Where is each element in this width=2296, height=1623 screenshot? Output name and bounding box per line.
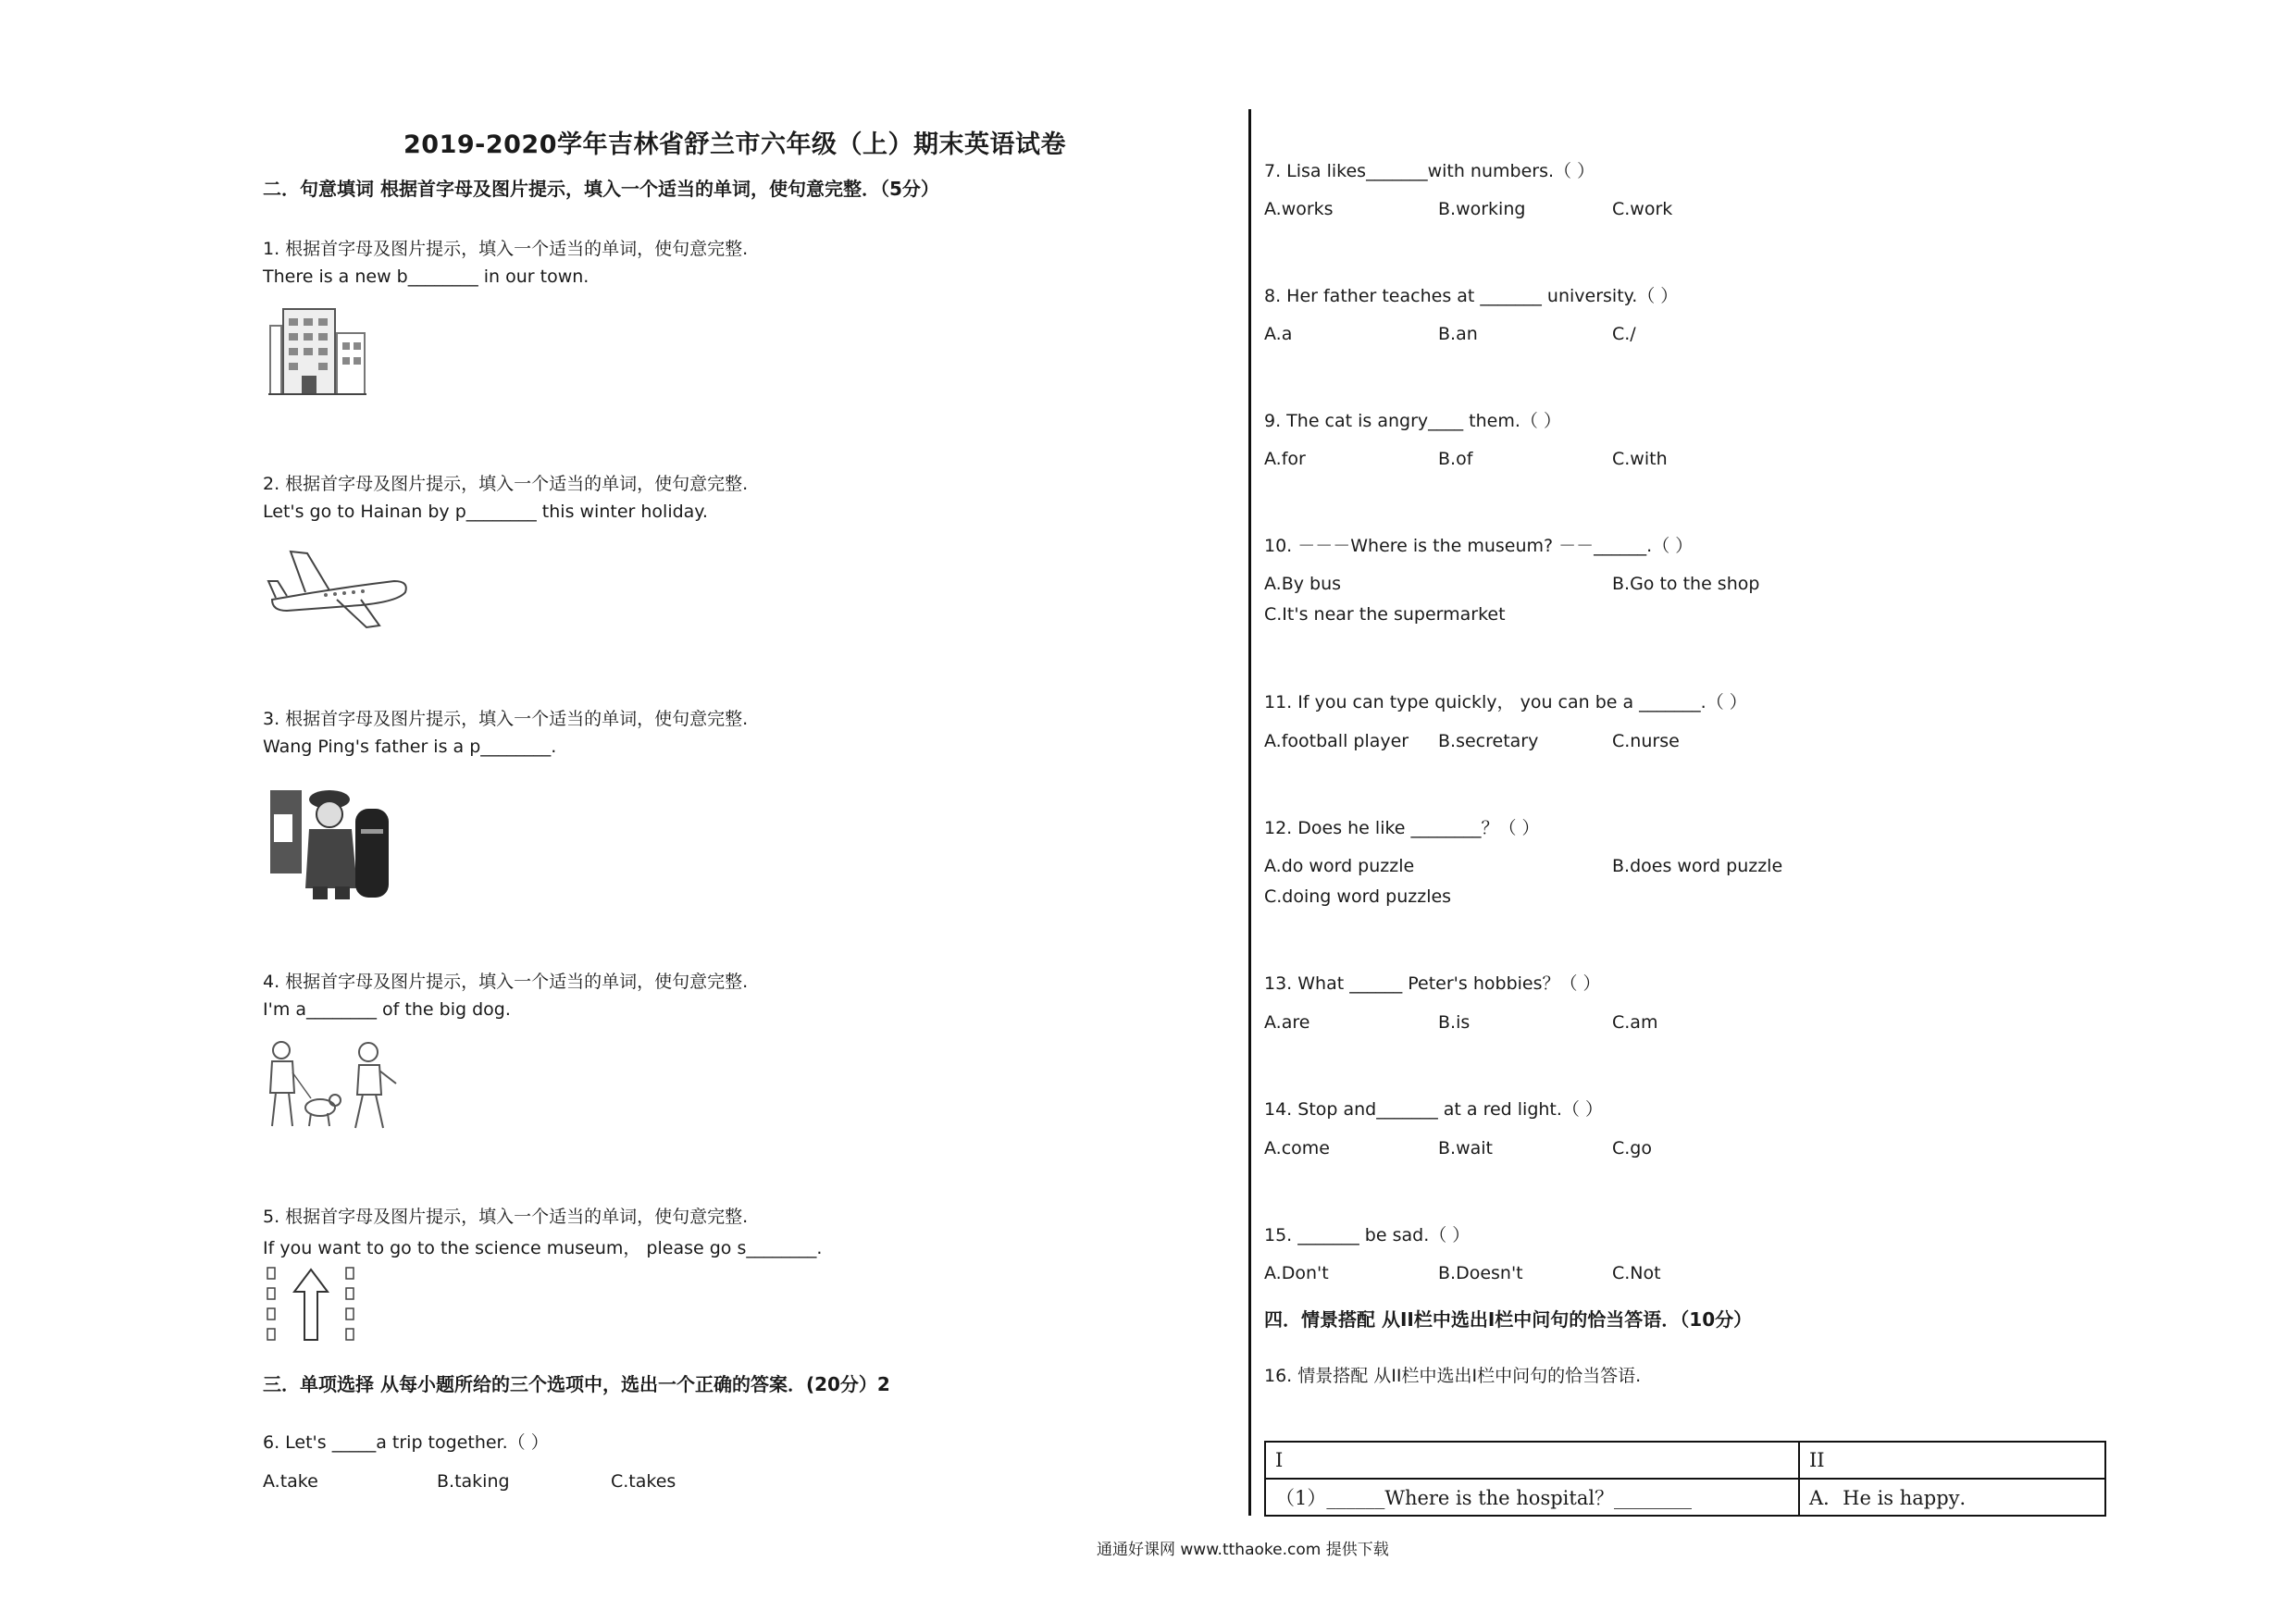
option-b: B.wait — [1438, 1138, 1493, 1158]
section-heading-3: 三．单项选择 从每小题所给的三个选项中，选出一个正确的答案．(20分）2 — [263, 1373, 890, 1395]
table-row — [1265, 1442, 2105, 1479]
option-a: A.a — [1264, 324, 1293, 344]
matching-table — [1264, 1441, 2106, 1517]
section-heading-2: 二．句意填词 根据首字母及图片提示，填入一个适当的单词，使句意完整．（5分） — [263, 178, 939, 200]
option-a: A.works — [1264, 199, 1334, 219]
section-heading-4: 四．情景搭配 从II栏中选出I栏中问句的恰当答语．（10分） — [1264, 1308, 1753, 1331]
question-text: 10. －－－Where is the museum? －－______.（ ） — [1264, 536, 1694, 556]
question-text: 6. Let's _____a trip together.（ ） — [263, 1432, 549, 1453]
option-c: C.Not — [1612, 1263, 1661, 1283]
option-c: C.work — [1612, 199, 1673, 219]
option-c: C.nurse — [1612, 731, 1680, 751]
page-title: 2019-2020学年吉林省舒兰市六年级（上）期末英语试卷 — [403, 130, 1066, 159]
question-text: 7. Lisa likes_______with numbers.（ ） — [1264, 161, 1595, 181]
item-sentence: If you want to go to the science museum， please go s________. — [263, 1238, 823, 1258]
option-c: C./ — [1612, 324, 1636, 344]
item-prompt: 16. 情景搭配 从II栏中选出I栏中问句的恰当答语. — [1264, 1366, 1642, 1386]
option-b: B.Doesn't — [1438, 1263, 1523, 1283]
option-b: B.secretary — [1438, 731, 1539, 751]
item-sentence: Wang Ping's father is a p________. — [263, 737, 557, 757]
question-text: 8. Her father teaches at _______ university.（ ） — [1264, 286, 1679, 306]
item-prompt: 1. 根据首字母及图片提示，填入一个适当的单词，使句意完整. — [263, 239, 749, 259]
option-a: A.come — [1264, 1138, 1330, 1158]
question-text: 9. The cat is angry____ them.（ ） — [1264, 411, 1561, 431]
option-c: C.It's near the supermarket — [1264, 604, 1506, 625]
option-c: C.takes — [611, 1471, 676, 1492]
item-sentence: Let's go to Hainan by p________ this winter holiday. — [263, 502, 708, 522]
table-header-cell: II — [1799, 1442, 2105, 1479]
option-c: C.with — [1612, 449, 1668, 469]
item-sentence: There is a new b________ in our town. — [263, 266, 590, 287]
option-a: A.for — [1264, 449, 1306, 469]
option-b: B.of — [1438, 449, 1473, 469]
option-b: B.is — [1438, 1012, 1471, 1033]
item-prompt: 4. 根据首字母及图片提示，填入一个适当的单词，使句意完整. — [263, 972, 749, 992]
question-text: 12. Does he like ________？（ ） — [1264, 818, 1540, 838]
column-divider — [1248, 109, 1251, 1516]
option-a: A.By bus — [1264, 574, 1342, 594]
option-c: C.am — [1612, 1012, 1658, 1033]
arrow-up-icon — [267, 1266, 359, 1342]
option-b: B.does word puzzle — [1612, 856, 1783, 876]
item-sentence: I'm a________ of the big dog. — [263, 999, 511, 1020]
question-text: 14. Stop and_______ at a red light.（ ） — [1264, 1099, 1603, 1120]
table-cell: A．He is happy． — [1799, 1479, 2105, 1516]
option-b: B.working — [1438, 199, 1526, 219]
option-c: C.doing word puzzles — [1264, 886, 1452, 907]
item-prompt: 3. 根据首字母及图片提示，填入一个适当的单词，使句意完整. — [263, 709, 749, 729]
question-text: 11. If you can type quickly， you can be a _______.（ ） — [1264, 692, 1747, 712]
boy-and-dog-icon — [267, 1041, 410, 1134]
option-b: B.Go to the shop — [1612, 574, 1760, 594]
option-b: B.an — [1438, 324, 1478, 344]
postman-icon — [268, 777, 398, 902]
option-b: B.taking — [437, 1471, 510, 1492]
option-a: A.Don't — [1264, 1263, 1329, 1283]
option-c: C.go — [1612, 1138, 1652, 1158]
question-text: 15. _______ be sad.（ ） — [1264, 1225, 1471, 1245]
item-prompt: 5. 根据首字母及图片提示，填入一个适当的单词，使句意完整. — [263, 1207, 749, 1227]
page-footer: 通通好课网 www.tthaoke.com 提供下载 — [1097, 1541, 1389, 1559]
table-row — [1265, 1479, 2105, 1516]
building-icon — [268, 305, 370, 398]
question-text: 13. What ______ Peter's hobbies？（ ） — [1264, 973, 1601, 994]
option-a: A.do word puzzle — [1264, 856, 1415, 876]
table-header-cell: I — [1265, 1442, 1799, 1479]
option-a: A.football player — [1264, 731, 1409, 751]
item-prompt: 2. 根据首字母及图片提示，填入一个适当的单词，使句意完整. — [263, 474, 749, 494]
table-cell: （1）______Where is the hospital？________ — [1265, 1479, 1799, 1516]
option-a: A.are — [1264, 1012, 1310, 1033]
option-a: A.take — [263, 1471, 318, 1492]
airplane-icon — [268, 546, 412, 629]
